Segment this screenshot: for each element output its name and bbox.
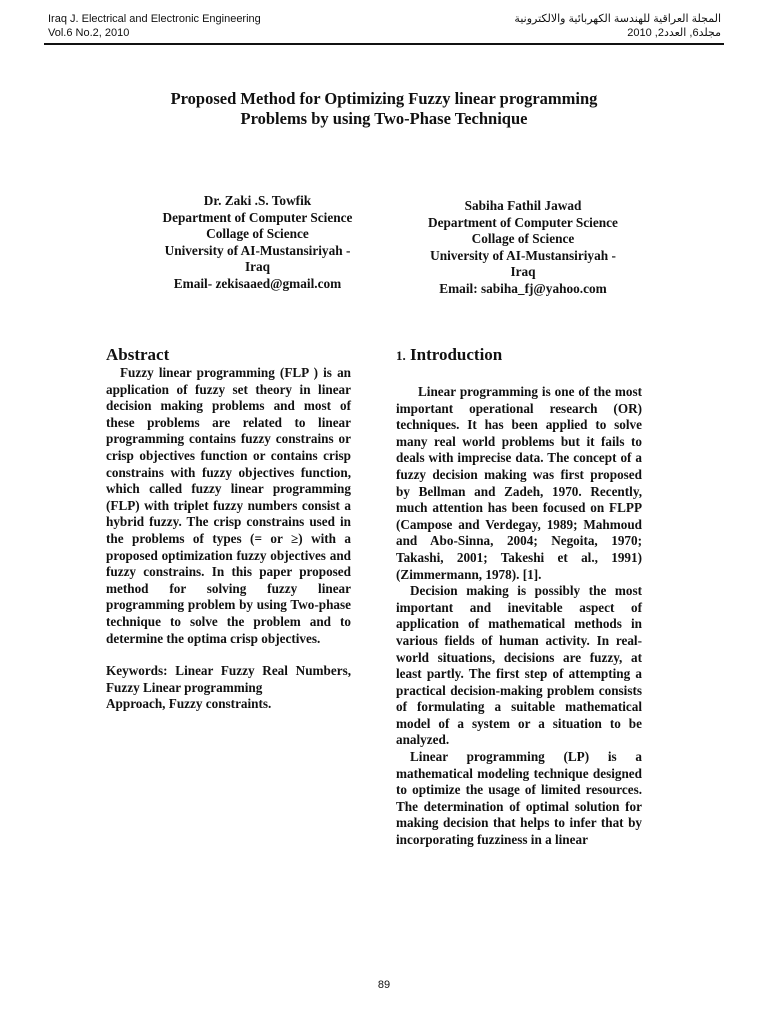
author-name: Sabiha Fathil Jawad <box>464 198 582 213</box>
author-email: Email: sabiha_fj@yahoo.com <box>439 280 607 296</box>
section-title: Introduction <box>410 345 503 364</box>
author-name: Dr. Zaki .S. Towfik <box>203 193 312 208</box>
journal-header-arabic <box>514 12 721 40</box>
journal-name-english: Iraq J. Electrical and Electronic Engineering <box>48 13 261 25</box>
introduction-paragraph-1: Linear programming is one of the most important operational research (OR) techniques. It has been applied to solve many real world problems but it fails to deals with imprecise data. The concept of a fuzzy decision making was first proposed by Bellman and Zadeh, 1970. Recently, much attention has been focused on FLPP (Campose and Verdegay, 1989; Mahmoud and Abo-Sinna, 2004; Negoita, 1970; Takashi, 2001; Takeshi et al., 1991) (Zimmermann, 1978). [1]. <box>396 384 642 582</box>
introduction-paragraph-2: Decision making is possibly the most important and inevitable aspect of application of mathematical methods in various fields of human activity. In real-world situations, decisions are fuzzy, at least partly. The first step of attempting a practical decision-making problem consists of formulating a suitable mathematical model of a system or a situation to be analyzed. <box>396 583 642 748</box>
author-country: Iraq <box>510 264 536 279</box>
author-block-1 <box>140 193 375 292</box>
abstract-column <box>106 345 351 713</box>
journal-name-arabic: المجلة العراقية للهندسة الكهربائية والالكترونية <box>514 13 721 25</box>
author-university: University of AI-Mustansiriyah - <box>430 247 616 263</box>
introduction-heading <box>396 345 642 366</box>
author-email: Email- zekisaaed@gmail.com <box>173 275 342 291</box>
abstract-text: Fuzzy linear programming (FLP ) is an application of fuzzy set theory in linear decision making problems and most of these problems are related to linear programming contains fuzzy constrains or crisp objectives function or contains crisp constrains with fuzzy objectives function, which called fuzzy linear programming (FLP) with triplet fuzzy numbers consist a hybrid fuzzy. The crisp constrains used in the problems of types (= or ≥) with a proposed optimization fuzzy objectives and fuzzy constrains. In this paper proposed method for solving fuzzy linear programming problem by using Two-phase technique to solve the problem and to determine the optima crisp objectives. <box>106 365 351 646</box>
paper-title-line-1: Proposed Method for Optimizing Fuzzy linear programming <box>170 89 598 108</box>
paper-title-line-2: Problems by using Two-Phase Technique <box>240 109 528 128</box>
author-block-2 <box>405 198 641 297</box>
author-college: Collage of Science <box>471 231 575 246</box>
journal-volume-arabic: مجلد6, العدد2, 2010 <box>627 27 721 39</box>
introduction-column <box>396 345 642 849</box>
introduction-paragraph-3: Linear programming (LP) is a mathematical modeling technique designed to optimize the usage of limited resources. The determination of optimal solution for making decision that helps to infer that by incorporating fuzziness in a linear <box>396 749 642 848</box>
keywords-text: Keywords: Linear Fuzzy Real Numbers, Fuzzy Linear programming <box>106 663 351 695</box>
author-college: Collage of Science <box>206 226 309 241</box>
abstract-heading: Abstract <box>106 345 170 364</box>
author-department: Department of Computer Science <box>162 209 353 225</box>
author-country: Iraq <box>244 259 271 274</box>
paper-title <box>60 89 708 129</box>
journal-volume-english: Vol.6 No.2, 2010 <box>48 27 130 39</box>
journal-header-english <box>48 12 261 40</box>
header-rule <box>44 43 724 45</box>
keywords-continuation: Approach, Fuzzy constraints. <box>106 696 272 712</box>
page-number: 89 <box>377 979 391 991</box>
section-number: 1. <box>396 348 406 363</box>
author-university: University of AI-Mustansiriyah - <box>164 242 351 258</box>
author-department: Department of Computer Science <box>428 214 618 230</box>
